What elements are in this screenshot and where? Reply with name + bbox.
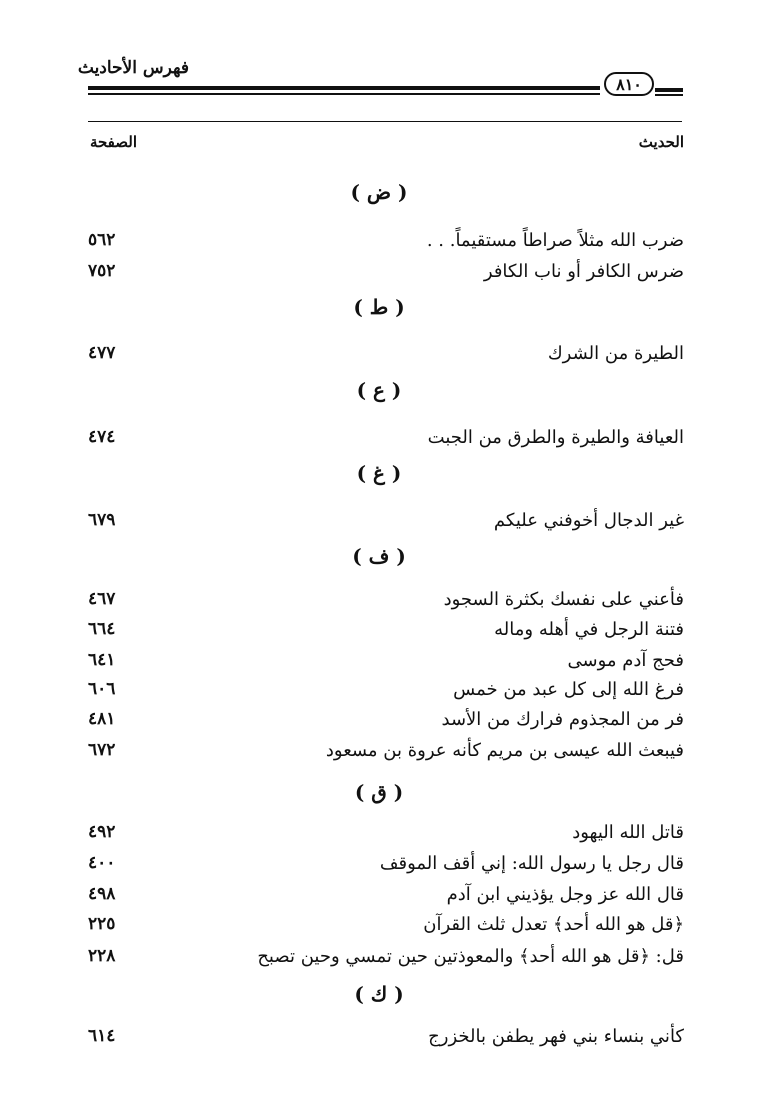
header-rule-right-thick — [655, 88, 683, 92]
section-letter: ( ق ) — [354, 780, 404, 804]
hadith-text: ضرس الكافر أو ناب الكافر — [483, 261, 684, 282]
page-ref: ٧٥٢ — [88, 261, 116, 281]
hadith-text: فر من المجذوم فرارك من الأسد — [441, 709, 684, 730]
index-entry — [88, 650, 684, 680]
column-heading-rule — [88, 121, 682, 122]
page-ref: ٤٧٧ — [88, 343, 116, 363]
column-heading-page: الصفحة — [89, 133, 137, 151]
page-number: ٨١٠ — [604, 72, 654, 96]
section-letter: ( ف ) — [352, 544, 406, 568]
hadith-text: ﴿قل هو الله أحد﴾ تعدل ثلث القرآن — [423, 914, 684, 935]
header-rule-thick — [88, 86, 600, 90]
index-entry — [88, 884, 684, 914]
page-ref: ٢٢٥ — [88, 914, 116, 934]
page-ref: ٦١٤ — [88, 1026, 116, 1046]
index-entry — [88, 343, 684, 373]
hadith-text: فحج آدم موسى — [567, 650, 684, 671]
index-entry — [88, 427, 684, 457]
index-entry — [88, 853, 684, 883]
page-ref: ٤٩٨ — [88, 884, 116, 904]
page-ref: ٥٦٢ — [88, 230, 116, 250]
hadith-text: كأني بنساء بني فهر يطفن بالخزرج — [428, 1026, 684, 1047]
index-entry — [88, 946, 684, 976]
index-entry — [88, 510, 684, 540]
index-entry — [88, 619, 684, 649]
page-ref: ٦٧٩ — [88, 510, 116, 530]
hadith-text: الطيرة من الشرك — [547, 343, 684, 364]
header-rule-right-thin — [655, 94, 683, 96]
index-entry — [88, 589, 684, 619]
section-letter: ( ض ) — [350, 180, 408, 204]
index-entry — [88, 261, 684, 291]
section-letter: ( ط ) — [353, 295, 405, 319]
hadith-text: فيبعث الله عيسى بن مريم كأنه عروة بن مسعود — [325, 740, 684, 761]
index-entry — [88, 914, 684, 944]
hadith-text: ضرب الله مثلاً صراطاً مستقيماً. . . — [426, 230, 684, 251]
header-rule-thin — [88, 93, 600, 95]
hadith-text: قل: ﴿قل هو الله أحد﴾ والمعوذتين حين تمسي وحين تصبح — [257, 946, 684, 967]
hadith-text: قال رجل يا رسول الله: إني أقف الموقف — [379, 853, 684, 874]
page-ref: ٤٦٧ — [88, 589, 116, 609]
page-ref: ٤٠٠ — [88, 853, 116, 873]
section-letter: ( غ ) — [356, 461, 402, 485]
page-ref: ٦٦٤ — [88, 619, 116, 639]
index-entry — [88, 709, 684, 739]
hadith-text: فأعني على نفسك بكثرة السجود — [443, 589, 684, 610]
page-ref: ٦٤١ — [88, 650, 116, 670]
page-ref: ٤٨١ — [88, 709, 116, 729]
hadith-text: العيافة والطيرة والطرق من الجبت — [427, 427, 684, 448]
index-entry — [88, 1026, 684, 1056]
hadith-text: فرغ الله إلى كل عبد من خمس — [453, 679, 684, 700]
section-letter: ( ك ) — [354, 982, 404, 1006]
index-entry — [88, 679, 684, 709]
index-entry — [88, 740, 684, 770]
section-letter: ( ع ) — [356, 378, 402, 402]
page-ref: ٢٢٨ — [88, 946, 116, 966]
column-heading-hadith: الحديث — [638, 133, 684, 151]
page-ref: ٦٠٦ — [88, 679, 116, 699]
hadith-text: غير الدجال أخوفني عليكم — [493, 510, 684, 531]
hadith-text: فتنة الرجل في أهله وماله — [494, 619, 684, 640]
running-title: فهرس الأحاديث — [77, 58, 189, 78]
page-ref: ٦٧٢ — [88, 740, 116, 760]
index-entry — [88, 230, 684, 260]
page-ref: ٤٧٤ — [88, 427, 116, 447]
index-entry — [88, 822, 684, 852]
hadith-text: قاتل الله اليهود — [572, 822, 684, 843]
hadith-text: قال الله عز وجل يؤذيني ابن آدم — [446, 884, 684, 905]
page-ref: ٤٩٢ — [88, 822, 116, 842]
